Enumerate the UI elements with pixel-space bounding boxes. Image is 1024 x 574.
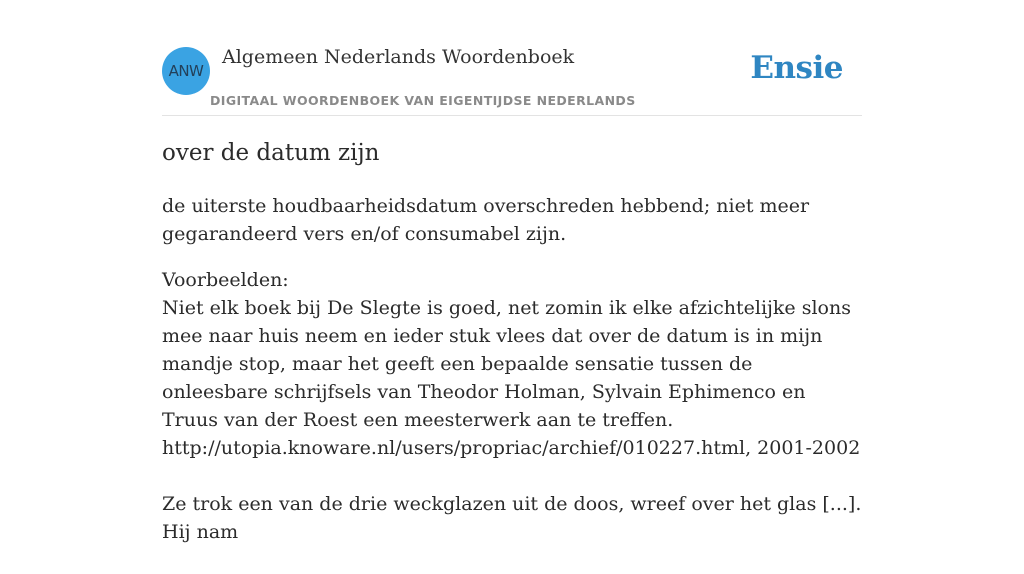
examples-heading: Voorbeelden: — [162, 269, 289, 291]
entry-definition: de uiterste houdbaarheidsdatum overschreden hebbend; niet meer gegarandeerd vers en/of consumabel zijn. — [162, 195, 810, 245]
entry-title: over de datum zijn — [162, 140, 380, 166]
example-text: Niet elk boek bij De Slegte is goed, net zomin ik elke afzichtelijke slons mee naar huis neem en ieder stuk vlees dat over de datum is in mijn mandje stop, maar het geeft een bepaalde sensatie tussen de onleesbare schrijfsels van Theodor Holman, Sylvain Ephimenco en Truus van der Roest een meesterwerk aan te treffen. — [162, 297, 851, 431]
example-source: http://utopia.knoware.nl/users/propriac/archief/010227.html, 2001-2002 — [162, 437, 861, 459]
entry-content — [162, 192, 862, 574]
example-block — [162, 266, 862, 462]
page — [162, 0, 862, 543]
site-subtitle: DIGITAAL WOORDENBOEK VAN EIGENTIJDSE NEDERLANDS — [210, 93, 636, 108]
logo-text: ANW — [168, 62, 204, 80]
example-block — [162, 490, 862, 546]
example-text: Ze trok een van de drie weckglazen uit de doos, wreef over het glas [...]. Hij nam — [162, 493, 862, 543]
site-header — [162, 0, 862, 116]
ensie-brand-link[interactable]: Ensie — [750, 50, 843, 86]
anw-logo[interactable] — [162, 47, 210, 95]
site-title[interactable]: Algemeen Nederlands Woordenboek — [222, 46, 575, 68]
